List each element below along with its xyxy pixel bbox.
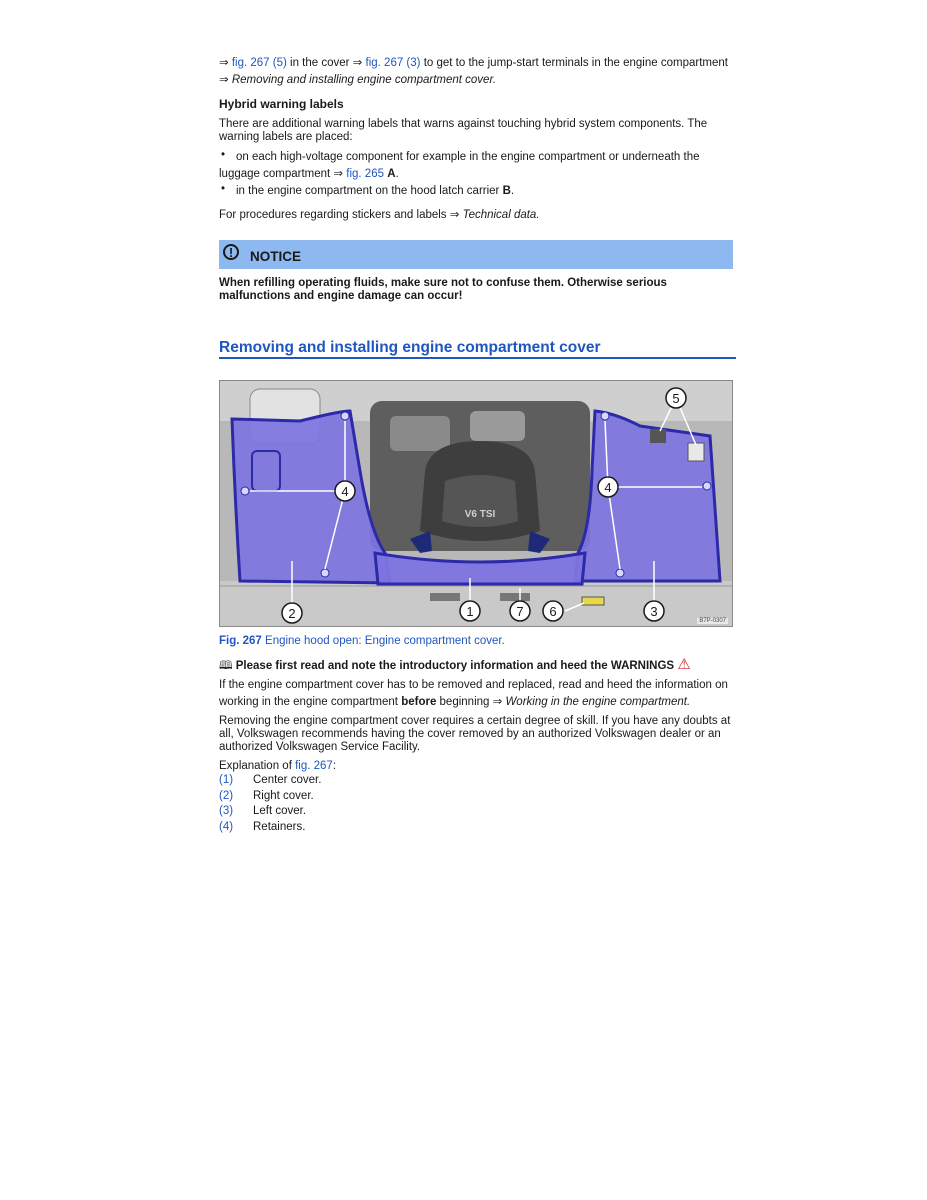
- notice-line: When refilling operating fluids, make sure not to confuse them. Otherwise serious: [219, 277, 667, 289]
- fig-link[interactable]: fig. 267: [295, 760, 333, 772]
- bullet-text: on each high-voltage component for example in the engine compartment or underneath the: [236, 151, 700, 163]
- body-text: working in the engine compartment: [219, 696, 402, 708]
- section-title: Removing and installing engine compartment cover: [219, 339, 601, 356]
- body-line: authorized Volkswagen Service Facility.: [219, 741, 421, 753]
- list-item-number: (4): [219, 821, 234, 833]
- caption-label: Fig. 267: [219, 635, 262, 647]
- engine-badge: V6 TSI: [464, 509, 496, 520]
- label-b: B: [502, 185, 511, 197]
- punct: :: [332, 760, 337, 772]
- read-first-text: Please first read and note the introductory information and heed the WARNINGS: [235, 660, 675, 672]
- callout-7: 7: [516, 604, 524, 619]
- cross-ref-link[interactable]: Removing and installing engine compartment cover.: [228, 74, 497, 86]
- hybrid-para-line: There are additional warning labels that warns against touching hybrid system components. The: [219, 118, 708, 130]
- body-line: all, Volkswagen recommends having the cover removed by an authorized Volkswagen dealer or an: [219, 728, 721, 740]
- callout-2: 2: [288, 606, 296, 621]
- punct: .: [395, 168, 399, 180]
- intro-line-2: [219, 73, 496, 87]
- arrow-icon: ⇒: [219, 57, 229, 69]
- callout-3: 3: [650, 604, 658, 619]
- cross-ref-link[interactable]: Technical data.: [462, 209, 540, 221]
- body-bold: before: [401, 696, 437, 708]
- arrow-icon: ⇒: [352, 57, 363, 69]
- intro-text: in the cover: [286, 57, 353, 69]
- warning-icon: ⚠: [677, 656, 691, 673]
- notice-label: NOTICE: [250, 249, 302, 264]
- procedures-line: [219, 208, 540, 222]
- list-item-text: Retainers.: [253, 821, 306, 833]
- caption-text: Engine hood open: Engine compartment cover.: [261, 635, 505, 647]
- bullet-text-2: [236, 184, 514, 198]
- engine-compartment-figure: [219, 380, 733, 627]
- callout-4: 4: [341, 484, 349, 499]
- procedures-text: For procedures regarding stickers and labels ⇒: [219, 209, 463, 221]
- list-item-text: Left cover.: [253, 805, 307, 817]
- callout-1: 1: [466, 604, 474, 619]
- body-text: beginning ⇒: [436, 696, 506, 708]
- punct: .: [510, 185, 515, 197]
- body-line: Removing the engine compartment cover requires a certain degree of skill. If you have any doubts at: [219, 715, 731, 727]
- list-item-number: (2): [219, 790, 234, 802]
- list-item-number: (3): [219, 805, 234, 817]
- bullet-text: luggage compartment ⇒: [219, 168, 347, 180]
- body-line: If the engine compartment cover has to be removed and replaced, read and heed the information on: [219, 679, 728, 691]
- figure-code: B7P-0307: [699, 618, 726, 624]
- expl-text: Explanation of: [219, 760, 296, 772]
- section-divider: [219, 357, 736, 359]
- explanation-intro: [219, 759, 336, 773]
- callout-4: 4: [604, 480, 612, 495]
- cross-ref-link[interactable]: Working in the engine compartment.: [505, 696, 691, 708]
- notice-line: malfunctions and engine damage can occur!: [219, 290, 463, 302]
- callout-6: 6: [549, 604, 557, 619]
- exclamation-icon: !: [223, 244, 239, 260]
- list-item-text: Center cover.: [253, 774, 322, 786]
- bullet-icon: •: [221, 149, 226, 161]
- engine-illustration: [220, 381, 733, 627]
- intro-text: to get to the jump-start terminals in the engine compartment: [420, 57, 728, 69]
- intro-line-1: [219, 56, 728, 70]
- book-icon: 🕮: [219, 660, 233, 672]
- label-a: A: [387, 168, 396, 180]
- notice-bar: [219, 240, 733, 269]
- list-item-number: (1): [219, 774, 234, 786]
- fig-link[interactable]: fig. 265: [346, 168, 384, 180]
- fig-link[interactable]: fig. 267 (5): [231, 57, 287, 69]
- figure-caption: [219, 634, 505, 648]
- body-line-2: [219, 695, 690, 709]
- hybrid-para-line: warning labels are placed:: [219, 131, 353, 143]
- callout-5: 5: [672, 391, 680, 406]
- bullet-text-cont: [219, 167, 399, 181]
- read-first-line: [219, 658, 691, 673]
- fig-link[interactable]: fig. 267 (3): [365, 57, 421, 69]
- hybrid-heading: Hybrid warning labels: [219, 97, 344, 111]
- bullet-text: in the engine compartment on the hood latch carrier: [236, 185, 503, 197]
- bullet-icon: •: [221, 183, 226, 195]
- list-item-text: Right cover.: [253, 790, 314, 802]
- arrow-icon: ⇒: [219, 74, 229, 86]
